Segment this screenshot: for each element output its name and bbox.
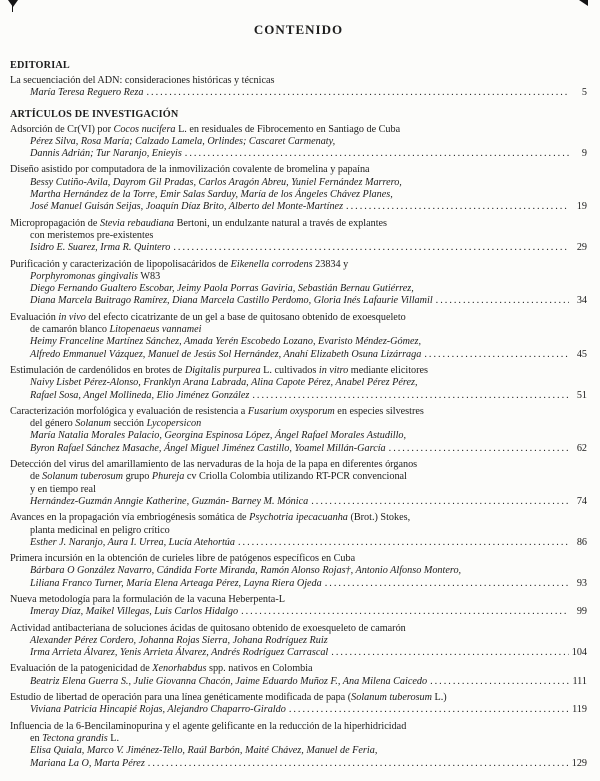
title-segment: Evaluación	[10, 311, 59, 323]
entry-authors-line	[10, 647, 587, 659]
authors-text: Bárbara O González Navarro, Cándida Forte Miranda, Ramón Alonso Rojas†, Antonio Alfonso Montero,	[30, 565, 462, 577]
entry-page-number: 5	[581, 87, 587, 99]
title-segment: de	[30, 471, 43, 483]
title-segment: del efecto cicatrizante de un gel a base de quitosano obtenido de exoesqueleto	[85, 311, 406, 323]
title-segment: grupo	[123, 471, 152, 483]
title-segment: Bertoni, un endulzante natural a través de explantes	[174, 217, 388, 229]
title-segment: Purificación y caracterización de lipopolisacáridos de	[10, 258, 231, 270]
leader-dots	[185, 148, 569, 160]
entry-page-number: 119	[572, 704, 587, 716]
title-segment: Stevia rebaudiana	[99, 217, 175, 229]
title-segment: mediante elicitores	[348, 364, 429, 376]
title-segment: con meristemos pre-existentes	[30, 229, 154, 241]
title-segment: Nueva metodología para la formulación de la vacuna Heberpenta-L	[10, 593, 285, 605]
title-segment: Solanum	[75, 418, 111, 430]
title-segment: Diseño asistido por computadora de la inmovilización covalente de bromelina y papaína	[10, 164, 370, 176]
authors-text: Pérez Silva, Rosa María; Calzado Lamela, Orlindes; Cascaret Carmenaty,	[30, 135, 336, 147]
title-segment: Lycopersicon	[146, 418, 202, 430]
entry-page-number: 99	[576, 606, 587, 618]
title-segment: L.	[107, 732, 120, 744]
title-segment: (Brot.) Stokes,	[347, 512, 411, 524]
toc-entry	[10, 259, 587, 308]
title-segment: Digitalis purpurea	[184, 364, 261, 376]
toc-entry	[10, 312, 587, 361]
entry-title-line	[10, 418, 587, 430]
title-segment: y en tiempo real	[30, 483, 96, 495]
toc-entry	[10, 692, 587, 717]
title-segment: Phureja	[151, 471, 185, 483]
title-segment: spp. nativos en Colombia	[206, 663, 313, 675]
title-segment: Avances en la propagación vía embriogénesis somática de	[10, 512, 250, 524]
entry-authors-line	[10, 635, 587, 647]
authors-text: Esther J. Naranjo, Aura I. Urrea, Lucía Atehortúa	[30, 536, 235, 548]
entry-title-line	[10, 471, 587, 483]
authors-text: Diego Fernando Gualtero Escobar, Jeimy Paola Porras Gaviria, Sebastián Bernau Gutiérrez,	[30, 283, 414, 295]
leader-dots	[173, 242, 569, 254]
entry-page-number: 34	[576, 295, 587, 307]
title-segment: Estudio de libertad de operación para una línea genéticamente modificada de papa (	[10, 692, 352, 704]
authors-text: Hernández-Guzmán Anngie Katherine, Guzmán- Barney M. Mónica	[30, 495, 309, 507]
authors-text: José Manuel Guisán Seijas, Joaquín Díaz Brito, Alberto del Monte-Martínez	[30, 201, 344, 213]
title-segment: Solanum tuberosum	[42, 471, 124, 483]
title-segment: Evaluación de la patogenicidad de	[10, 663, 153, 675]
leader-dots	[389, 443, 569, 455]
title-segment: planta medicinal en peligro crítico	[30, 524, 170, 536]
title-segment: cv Criolla Colombia utilizando RT-PCR convencional	[184, 471, 407, 483]
entry-authors-line	[10, 189, 587, 201]
leader-dots	[331, 647, 569, 659]
entry-title-line	[10, 164, 587, 176]
title-segment: Influencia de la 6-Bencilaminopurina y el agente gelificante en la reducción de la hiperhidricidad	[10, 720, 407, 732]
entry-page-number: 111	[572, 675, 587, 687]
entry-authors-line	[10, 336, 587, 348]
authors-text: Liliana Franco Turner, María Elena Arteaga Pérez, Layna Riera Ojeda	[30, 577, 322, 589]
toc-entry	[10, 553, 587, 590]
authors-text: Bessy Cutiño-Avila, Dayrom Gil Pradas, Carlos Aragón Abreu, Yuniel Fernández Marrero,	[30, 176, 402, 188]
title-segment: W83	[138, 270, 161, 282]
entry-title-line	[10, 406, 587, 418]
toc-section	[10, 60, 587, 100]
authors-text: María Teresa Reguero Reza	[30, 87, 144, 99]
entry-page-number: 9	[581, 148, 587, 160]
leader-dots	[436, 295, 569, 307]
title-segment: L. en residuales de Fibrocemento en Santiago de Cuba	[175, 123, 401, 135]
authors-text: Alfredo Emmanuel Vázquez, Manuel de Jesús Sol Hernández, Anahí Elizabeth Osuna Lizárraga	[30, 348, 422, 360]
title-segment: Fusarium oxysporum	[247, 405, 335, 417]
authors-text: Alexander Pérez Cordero, Johanna Rojas Sierra, Johana Rodríguez Ruiz	[30, 634, 328, 646]
title-segment: Detección del virus del amarillamiento de las nervaduras de la hoja de la papa en diferentes órganos	[10, 459, 418, 471]
entry-authors-line	[10, 177, 587, 189]
entry-title-line	[10, 721, 587, 733]
toc-entry	[10, 721, 587, 770]
entry-authors-line	[10, 283, 587, 295]
authors-text: Byron Rafael Sánchez Masache, Ángel Miguel Jiménez Castillo, Yoamel Millán-García	[30, 442, 386, 454]
toc-entry	[10, 75, 587, 100]
entry-title-line	[10, 594, 587, 606]
leader-dots	[325, 578, 569, 590]
authors-text: Mariana La O, Marta Pérez	[30, 757, 145, 769]
title-segment: Xenorhabdus	[152, 663, 207, 675]
entry-authors-line	[10, 565, 587, 577]
entry-title-line	[10, 230, 587, 242]
entry-authors-line	[10, 201, 587, 213]
authors-text: Heimy Franceline Martínez Sánchez, Amada Yerén Escobedo Lozano, Evaristo Méndez-Gómez,	[30, 336, 422, 348]
entry-authors-line	[10, 704, 587, 716]
page-title: CONTENIDO	[253, 22, 344, 37]
entry-page-number: 86	[576, 536, 587, 548]
entry-authors-line	[10, 136, 587, 148]
entry-page-number: 104	[571, 647, 587, 659]
toc-entry	[10, 512, 587, 549]
title-segment: 23834 y	[312, 258, 349, 270]
title-segment: Litopenaeus vannamei	[109, 324, 202, 336]
title-segment: L.)	[431, 692, 447, 704]
title-segment: Micropropagación de	[10, 217, 100, 229]
toc-section	[10, 109, 587, 770]
entry-authors-line	[10, 758, 587, 770]
title-segment: Solanum tuberosum	[351, 692, 432, 704]
entry-authors-line	[10, 295, 587, 307]
authors-text: Isidro E. Suarez, Irma R. Quintero	[30, 242, 171, 254]
leader-dots	[289, 704, 569, 716]
entry-authors-line	[10, 578, 587, 590]
entry-title-line	[10, 525, 587, 537]
toc-sections	[10, 60, 587, 770]
entry-title-line	[10, 324, 587, 336]
section-heading: ARTÍCULOS DE INVESTIGACIÓN	[10, 108, 179, 120]
entry-authors-line	[10, 443, 587, 455]
entry-authors-line	[10, 676, 587, 688]
entry-authors-line	[10, 606, 587, 618]
entry-title-line	[10, 365, 587, 377]
entry-title-line	[10, 484, 587, 496]
authors-text: Elisa Quiala, Marco V. Jiménez-Tello, Raúl Barbón, Maité Chávez, Manuel de Feria,	[30, 745, 378, 757]
authors-text: Viviana Patricia Hincapié Rojas, Alejandro Chaparro-Giraldo	[30, 704, 286, 716]
entry-authors-line	[10, 242, 587, 254]
title-segment: Adsorción de Cr(VI) por	[10, 123, 114, 135]
authors-text: María Natalia Morales Palacio, Georgina Espinosa López, Ángel Rafael Morales Astudillo,	[30, 430, 407, 442]
title-segment: del género	[30, 418, 76, 430]
entry-title-line	[10, 124, 587, 136]
title-segment: Actividad antibacteriana de soluciones ácidas de quitosano obtenido de exoesqueleto de camarón	[10, 622, 406, 634]
entry-title-line	[10, 271, 587, 283]
entry-authors-line	[10, 745, 587, 757]
toc-entry	[10, 623, 587, 660]
entry-title-line	[10, 692, 587, 704]
entry-authors-line	[10, 537, 587, 549]
leader-dots	[238, 537, 569, 549]
entry-title-line	[10, 733, 587, 745]
entry-title-line	[10, 623, 587, 635]
title-segment: Cocos nucifera	[113, 123, 176, 135]
entry-title-line	[10, 663, 587, 675]
toc-entry	[10, 663, 587, 688]
authors-text: Irma Arrieta Álvarez, Yenis Arrieta Álvarez, Andrés Rodríguez Carrascal	[30, 647, 329, 659]
title-segment: in vitro	[318, 364, 349, 376]
title-segment: La secuenciación del ADN: consideraciones históricas y técnicas	[10, 75, 275, 86]
entry-page-number: 129	[571, 757, 587, 769]
entry-page-number: 74	[576, 495, 587, 507]
toc-entry	[10, 459, 587, 508]
entry-title-line	[10, 218, 587, 230]
leader-dots	[148, 758, 569, 770]
title-segment: de camarón blanco	[30, 324, 110, 336]
entry-authors-line	[10, 148, 587, 160]
toc-entry	[10, 365, 587, 402]
corner-mark-left	[8, 0, 18, 7]
entry-authors-line	[10, 430, 587, 442]
authors-text: Diana Marcela Buitrago Ramírez, Diana Marcela Castillo Perdomo, Gloria Inés Lafaurie Villamil	[30, 295, 433, 307]
entry-page-number: 62	[576, 442, 587, 454]
title-segment: Estimulación de cardenólidos en brotes de	[10, 364, 185, 376]
toc-entry	[10, 406, 587, 455]
toc-entry	[10, 124, 587, 161]
entry-page-number: 45	[576, 348, 587, 360]
toc-entry	[10, 218, 587, 255]
leader-dots	[430, 676, 569, 688]
toc-entry	[10, 594, 587, 619]
authors-text: Beatriz Elena Guerra S., Julie Giovanna Chacón, Jaime Eduardo Muñoz F., Ana Milena Caicedo	[30, 675, 428, 687]
entry-page-number: 93	[576, 577, 587, 589]
authors-text: Dannis Adrián; Tur Naranjo, Enieyis	[30, 148, 182, 160]
entry-title-line	[10, 312, 587, 324]
entry-authors-line	[10, 377, 587, 389]
title-segment: Porphyromonas gingivalis	[30, 270, 139, 282]
authors-text: Naivy Lisbet Pérez-Alonso, Franklyn Arana Labrada, Alina Capote Pérez, Anabel Pérez Pérez,	[30, 377, 418, 389]
entry-page-number: 19	[576, 201, 587, 213]
entry-title-line	[10, 259, 587, 271]
entry-page-number: 51	[576, 389, 587, 401]
entry-page-number: 29	[576, 242, 587, 254]
entry-title-line	[10, 512, 587, 524]
title-segment: in vivo	[58, 311, 86, 323]
entry-title-line	[10, 459, 587, 471]
entry-authors-line	[10, 87, 587, 99]
title-segment: en especies silvestres	[334, 405, 424, 417]
authors-text: Imeray Díaz, Maikel Villegas, Luis Carlos Hidalgo	[30, 606, 239, 618]
title-segment: Psychotria ipecacuanha	[249, 512, 348, 524]
title-segment: Caracterización morfológica y evaluación de resistencia a	[10, 405, 248, 417]
entry-authors-line	[10, 349, 587, 361]
entry-authors-line	[10, 390, 587, 402]
section-heading: EDITORIAL	[10, 60, 70, 71]
entry-title-line	[10, 75, 587, 87]
title-segment: Tectona grandis	[42, 732, 108, 744]
leader-dots	[146, 87, 569, 99]
entry-authors-line	[10, 496, 587, 508]
title-segment: Primera incursión en la obtención de curieles libre de patógenos específicos en Cuba	[10, 553, 356, 565]
authors-text: Martha Hernández de la Torre, Emir Salas Sarduy, María de los Ángeles Chávez Planes,	[30, 189, 393, 201]
title-segment: en	[30, 732, 43, 744]
leader-dots	[241, 606, 569, 618]
title-segment: L. cultivados	[260, 364, 319, 376]
leader-dots	[424, 349, 569, 361]
entry-title-line	[10, 553, 587, 565]
toc-entry	[10, 164, 587, 213]
leader-dots	[346, 201, 569, 213]
leader-dots	[252, 390, 569, 402]
title-segment: Eikenella corrodens	[230, 258, 313, 270]
authors-text: Rafael Sosa, Angel Mollineda, Elio Jiménez González	[30, 389, 250, 401]
leader-dots	[311, 496, 569, 508]
title-segment: sección	[110, 418, 147, 430]
